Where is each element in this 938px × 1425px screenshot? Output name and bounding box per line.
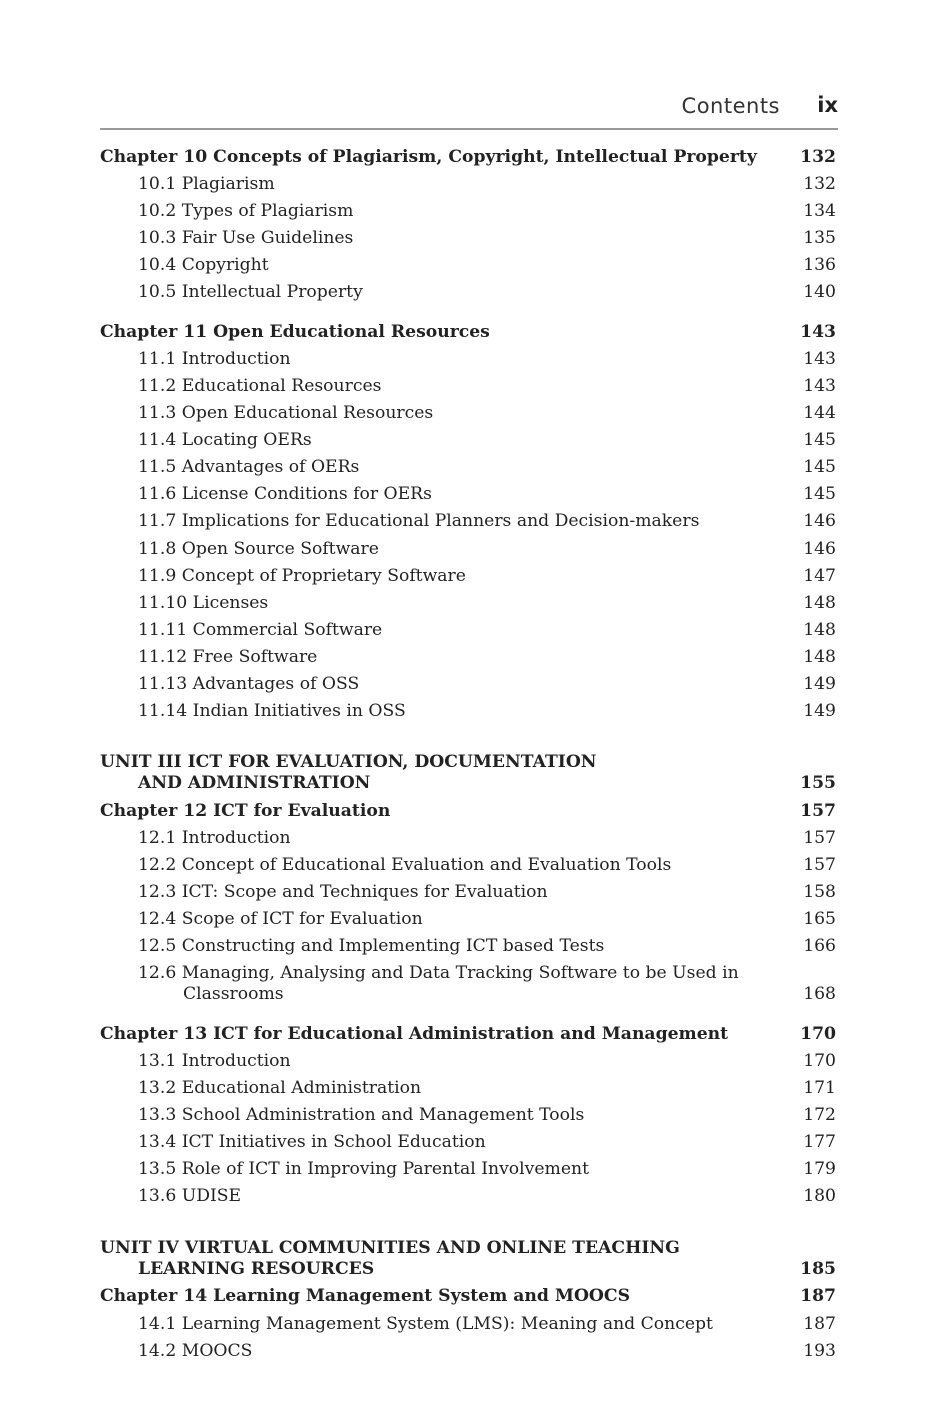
entry-title: Chapter 11 Open Educational Resources: [100, 322, 490, 342]
entry-page-number: 187: [800, 1286, 836, 1306]
entry-page-number: 134: [803, 201, 836, 221]
entry-page-number: 135: [803, 228, 836, 248]
entry-title: 12.4 Scope of ICT for Evaluation: [138, 909, 423, 929]
entry-title: 14.2 MOOCS: [138, 1341, 253, 1361]
entry-title: 12.1 Introduction: [138, 828, 291, 848]
entry-title: 11.9 Concept of Proprietary Software: [138, 566, 466, 586]
entry-title: 11.10 Licenses: [138, 593, 269, 613]
entry-page-number: 145: [803, 484, 836, 504]
running-header: [100, 92, 838, 128]
entry-title: 12.3 ICT: Scope and Techniques for Evaluation: [138, 882, 548, 902]
entry-title: 10.5 Intellectual Property: [138, 282, 363, 302]
entry-page-number: 148: [803, 593, 836, 613]
entry-title: 10.2 Types of Plagiarism: [138, 201, 354, 221]
entry-title: Chapter 13 ICT for Educational Administration and Management: [100, 1024, 729, 1044]
entry-page-number: 145: [803, 457, 836, 477]
entry-title: 11.5 Advantages of OERs: [138, 457, 360, 477]
entry-title: 11.11 Commercial Software: [138, 620, 383, 640]
entry-page-number: 155: [800, 773, 836, 793]
entry-page-number: 143: [803, 376, 836, 396]
entry-title: 13.1 Introduction: [138, 1051, 291, 1071]
entry-page-number: 166: [803, 936, 836, 956]
entry-title: 11.6 License Conditions for OERs: [138, 484, 432, 504]
entry-page-number: 177: [803, 1132, 836, 1152]
entry-page-number: 149: [803, 701, 836, 721]
entry-page-number: 144: [803, 403, 836, 423]
entry-title: 11.14 Indian Initiatives in OSS: [138, 701, 406, 721]
entry-page-number: 143: [800, 322, 836, 342]
entry-title: 11.12 Free Software: [138, 647, 318, 667]
entry-title: UNIT IV VIRTUAL COMMUNITIES AND ONLINE TEACHING: [100, 1238, 680, 1258]
header-rule: [100, 128, 838, 130]
entry-title: Chapter 12 ICT for Evaluation: [100, 801, 391, 821]
entry-page-number: 146: [803, 511, 836, 531]
entry-title: 12.2 Concept of Educational Evaluation and Evaluation Tools: [138, 855, 672, 875]
entry-title: 11.2 Educational Resources: [138, 376, 382, 396]
entry-page-number: 170: [803, 1051, 836, 1071]
entry-page-number: 157: [803, 855, 836, 875]
entry-title: 10.1 Plagiarism: [138, 174, 275, 194]
entry-page-number: 145: [803, 430, 836, 450]
entry-page-number: 165: [803, 909, 836, 929]
entry-title: 13.5 Role of ICT in Improving Parental Involvement: [138, 1159, 589, 1179]
entry-page-number: 170: [800, 1024, 836, 1044]
entry-page-number: 136: [803, 255, 836, 275]
entry-page-number: 168: [803, 984, 836, 1004]
entry-title: 12.5 Constructing and Implementing ICT based Tests: [138, 936, 605, 956]
entry-title: 10.3 Fair Use Guidelines: [138, 228, 354, 248]
entry-page-number: 171: [803, 1078, 836, 1098]
entry-title: 11.3 Open Educational Resources: [138, 403, 434, 423]
entry-title: 13.6 UDISE: [138, 1186, 242, 1206]
entry-page-number: 187: [803, 1314, 836, 1334]
entry-title: 11.1 Introduction: [138, 349, 291, 369]
header-page-number: ix: [817, 93, 838, 117]
entry-title: 11.4 Locating OERs: [138, 430, 312, 450]
entry-page-number: 157: [800, 801, 836, 821]
entry-title-continuation: Classrooms: [183, 984, 284, 1004]
entry-page-number: 157: [803, 828, 836, 848]
entry-title-continuation: LEARNING RESOURCES: [138, 1259, 375, 1279]
entry-title: 11.13 Advantages of OSS: [138, 674, 360, 694]
entry-page-number: 179: [803, 1159, 836, 1179]
entry-page-number: 148: [803, 647, 836, 667]
entry-title: 11.7 Implications for Educational Planners and Decision-makers: [138, 511, 700, 531]
entry-page-number: 132: [803, 174, 836, 194]
entry-page-number: 148: [803, 620, 836, 640]
entry-page-number: 158: [803, 882, 836, 902]
header-title: Contents: [681, 94, 780, 118]
entry-title: 12.6 Managing, Analysing and Data Tracking Software to be Used in: [138, 963, 739, 983]
entry-page-number: 172: [803, 1105, 836, 1125]
entry-page-number: 149: [803, 674, 836, 694]
entry-page-number: 143: [803, 349, 836, 369]
entry-title: 11.8 Open Source Software: [138, 539, 379, 559]
entry-title: UNIT III ICT FOR EVALUATION, DOCUMENTATION: [100, 752, 597, 772]
entry-page-number: 147: [803, 566, 836, 586]
entry-title: 13.4 ICT Initiatives in School Education: [138, 1132, 486, 1152]
entry-page-number: 146: [803, 539, 836, 559]
entry-page-number: 140: [803, 282, 836, 302]
entry-title: Chapter 10 Concepts of Plagiarism, Copyright, Intellectual Property: [100, 147, 757, 167]
entry-title-continuation: AND ADMINISTRATION: [138, 773, 371, 793]
entry-title: Chapter 14 Learning Management System and MOOCS: [100, 1286, 630, 1306]
entry-page-number: 132: [800, 147, 836, 167]
entry-title: 13.2 Educational Administration: [138, 1078, 422, 1098]
entry-title: 10.4 Copyright: [138, 255, 269, 275]
entry-title: 13.3 School Administration and Management Tools: [138, 1105, 585, 1125]
entry-title: 14.1 Learning Management System (LMS): Meaning and Concept: [138, 1314, 713, 1334]
entry-page-number: 185: [800, 1259, 836, 1279]
entry-page-number: 193: [803, 1341, 836, 1361]
entry-page-number: 180: [803, 1186, 836, 1206]
